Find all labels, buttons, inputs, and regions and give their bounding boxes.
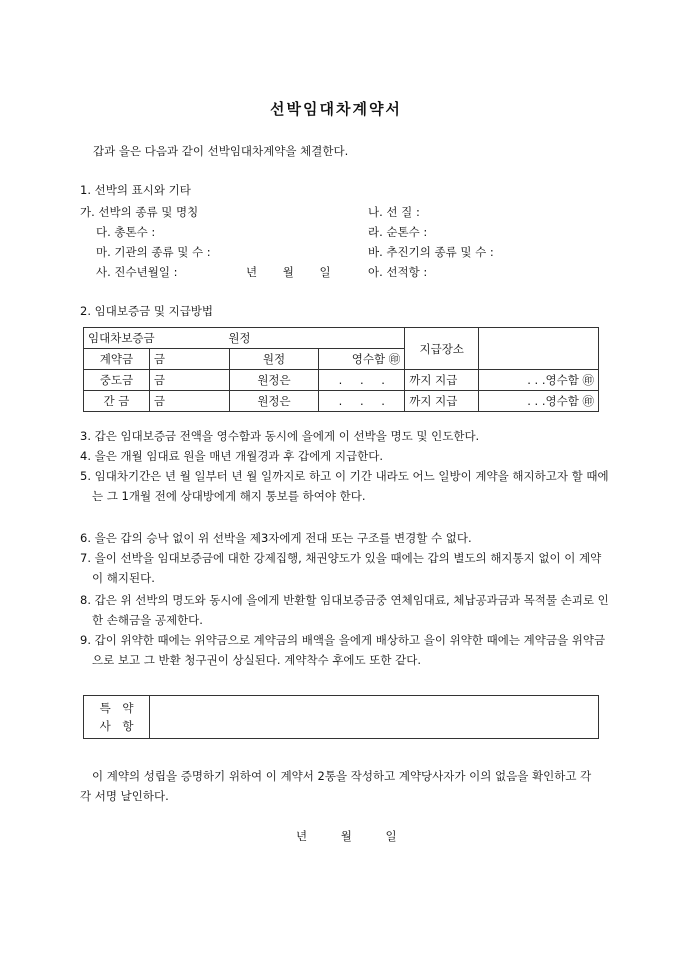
propeller-type-count: 바. 추진기의 종류 및 수 : <box>368 245 494 259</box>
pay-until: 까지 지급 <box>405 370 479 391</box>
clause-4: 4. 을은 개월 임대료 원을 매년 개월경과 후 갑에게 지급한다. <box>80 449 384 463</box>
receipt-seal: . . .영수함 ㊞ <box>479 391 599 412</box>
special-terms-line1: 특 약 <box>99 701 134 715</box>
launch-date-value: 년 월 일 <box>246 265 331 279</box>
payment-place-value <box>479 328 599 370</box>
special-terms-content <box>150 696 599 739</box>
document-title: 선박임대차계약서 <box>270 100 402 118</box>
gross-tonnage: 다. 총톤수 : <box>96 225 156 239</box>
special-terms-line2: 사 항 <box>99 719 134 733</box>
geum-label: 금 <box>149 370 229 391</box>
section2-heading: 2. 임대보증금 및 지급방법 <box>80 304 214 318</box>
geum-label: 금 <box>149 349 229 370</box>
clause-8: 8. 갑은 위 선박의 명도와 동시에 을에게 반환할 임대보증금중 연체임대료, 체납공과금과 목적물 손괴로 인한 손해금을 공제한다. <box>80 593 609 627</box>
port-of-registry: 아. 선적항 : <box>368 265 428 279</box>
deposit-unit: 원정 <box>228 331 251 345</box>
launch-date-label: 사. 진수년월일 : <box>96 265 178 279</box>
geum-label: 금 <box>149 391 229 412</box>
clause-9: 9. 갑이 위약한 때에는 위약금으로 계약금의 배액을 을에게 배상하고 을이 위약한 때에는 계약금을 위약금으로 보고 그 반환 청구권이 상실된다. 계약착수 후에도 또한 같다. <box>80 633 606 667</box>
closing-statement: 이 계약의 성립을 증명하기 위하여 이 계약서 2통을 작성하고 계약당사자가 이의 없음을 확인하고 각각 서명 날인하다. <box>80 769 592 803</box>
date-dots: . . . <box>319 370 405 391</box>
row-label: 계약금 <box>84 349 150 370</box>
receipt-seal: . . .영수함 ㊞ <box>479 370 599 391</box>
deposit-amount-cell <box>84 328 405 349</box>
unit-label: 원정은 <box>229 370 319 391</box>
hull-material: 나. 선 질 : <box>368 205 420 219</box>
row-label: 간 금 <box>84 391 150 412</box>
deposit-table <box>83 327 599 412</box>
clause-7: 7. 을이 선박을 임대보증금에 대한 강제집행, 채권양도가 있을 때에는 갑의 별도의 해지통지 없이 이 계약이 해지된다. <box>80 551 602 585</box>
net-tonnage: 라. 순톤수 : <box>368 225 428 239</box>
special-terms-table <box>83 695 599 739</box>
clause-5: 5. 임대차기간은 년 월 일부터 년 월 일까지로 하고 이 기간 내라도 어느 일방이 계약을 해지하고자 할 때에는 그 1개월 전에 상대방에게 해지 통보를 하여야 한다. <box>80 469 609 503</box>
special-terms-label <box>84 696 150 739</box>
clause-6: 6. 을은 갑의 승낙 없이 위 선박을 제3자에게 전대 또는 구조를 변경할 수 없다. <box>80 531 472 545</box>
deposit-label: 임대차보증금 <box>88 331 155 345</box>
signing-date: 년 월 일 <box>296 829 397 843</box>
pay-until: 까지 지급 <box>405 391 479 412</box>
ship-type-name: 가. 선박의 종류 및 명칭 <box>80 205 199 219</box>
row-label: 중도금 <box>84 370 150 391</box>
intro-text: 갑과 을은 다음과 같이 선박임대차계약을 체결한다. <box>93 144 349 158</box>
unit-label: 원정은 <box>229 391 319 412</box>
engine-type-count: 마. 기관의 종류 및 수 : <box>96 245 211 259</box>
section1-heading: 1. 선박의 표시와 기타 <box>80 183 191 197</box>
unit-label: 원정 <box>229 349 319 370</box>
receipt-seal: 영수함 ㊞ <box>319 349 405 370</box>
clause-3: 3. 갑은 임대보증금 전액을 영수함과 동시에 을에게 이 선박을 명도 및 인도한다. <box>80 429 480 443</box>
payment-place-label: 지급장소 <box>405 328 479 370</box>
date-dots: . . . <box>319 391 405 412</box>
